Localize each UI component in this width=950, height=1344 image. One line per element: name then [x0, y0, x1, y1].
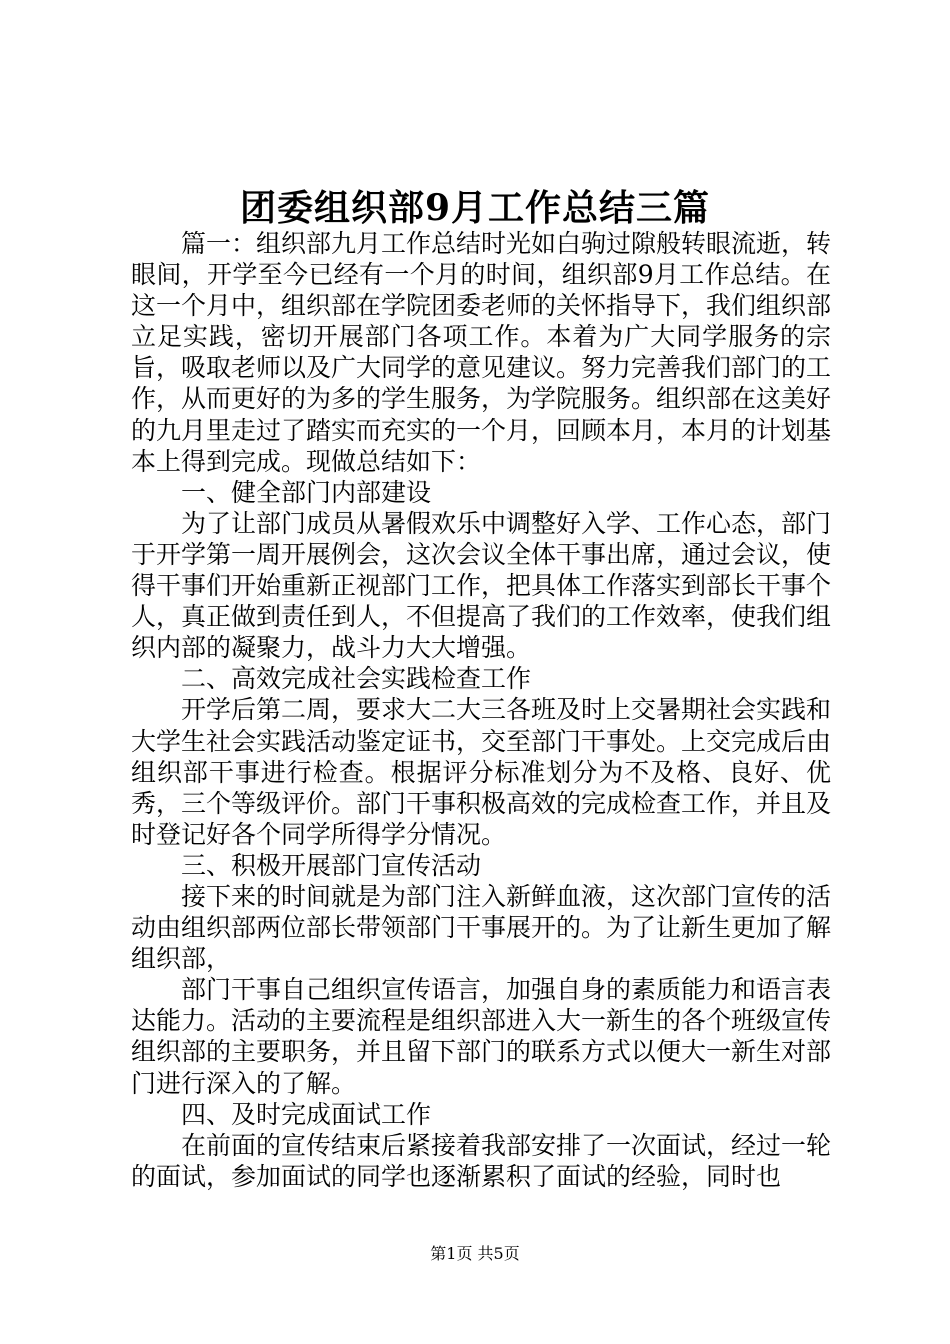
paragraph-intro: 篇一：组织部九月工作总结时光如白驹过隙般转眼流逝，转眼间，开学至今已经有一个月的时间，组织部9月工作总结。在这一个月中，组织部在学院团委老师的关怀指导下，我们组织部立足实践，密切开展部门各项工作。本着为广大同学服务的宗旨，吸取老师以及广大同学的意见建议。努力完善我们部门的工作，从而更好的为多的学生服务，为学院服务。组织部在这美好的九月里走过了踏实而充实的一个月，回顾本月，本月的计划基本上得到完成。现做总结如下： [131, 229, 832, 476]
paragraph-section-4: 在前面的宣传结束后紧接着我部安排了一次面试，经过一轮的面试，参加面试的同学也逐渐累积了面试的经验，同时也 [131, 1130, 832, 1191]
paragraph-section-2: 开学后第二周，要求大二大三各班及时上交暑期社会实践和大学生社会实践活动鉴定证书，交至部门干事处。上交完成后由组织部干事进行检查。根据评分标准划分为不及格、良好、优秀，三个等级评价。部门干事积极高效的完成检查工作，并且及时登记好各个同学所得学分情况。 [131, 695, 832, 849]
section-heading-2: 二、高效完成社会实践检查工作 [181, 664, 532, 694]
section-heading-3: 三、积极开展部门宣传活动 [181, 850, 482, 880]
paragraph-section-3a: 接下来的时间就是为部门注入新鲜血液，这次部门宣传的活动由组织部两位部长带领部门干事展开的。为了让新生更加了解组织部， [131, 881, 832, 974]
section-heading-1: 一、健全部门内部建设 [181, 477, 432, 507]
page-footer: 第1页 共5页 [430, 1244, 520, 1263]
document-title: 团委组织部9月工作总结三篇 [239, 187, 711, 229]
paragraph-section-1: 为了让部门成员从暑假欢乐中调整好入学、工作心态，部门于开学第一周开展例会，这次会议全体干事出席，通过会议，使得干事们开始重新正视部门工作，把具体工作落实到部长干事个人，真正做到责任到人，不但提高了我们的工作效率，使我们组织内部的凝聚力，战斗力大大增强。 [131, 508, 832, 663]
section-heading-4: 四、及时完成面试工作 [181, 1099, 432, 1129]
document-body [131, 228, 831, 1192]
paragraph-section-3b: 部门干事自己组织宣传语言，加强自身的素质能力和语言表达能力。活动的主要流程是组织部进入大一新生的各个班级宣传组织部的主要职务，并且留下部门的联系方式以便大一新生对部门进行深入的了解。 [131, 975, 832, 1098]
